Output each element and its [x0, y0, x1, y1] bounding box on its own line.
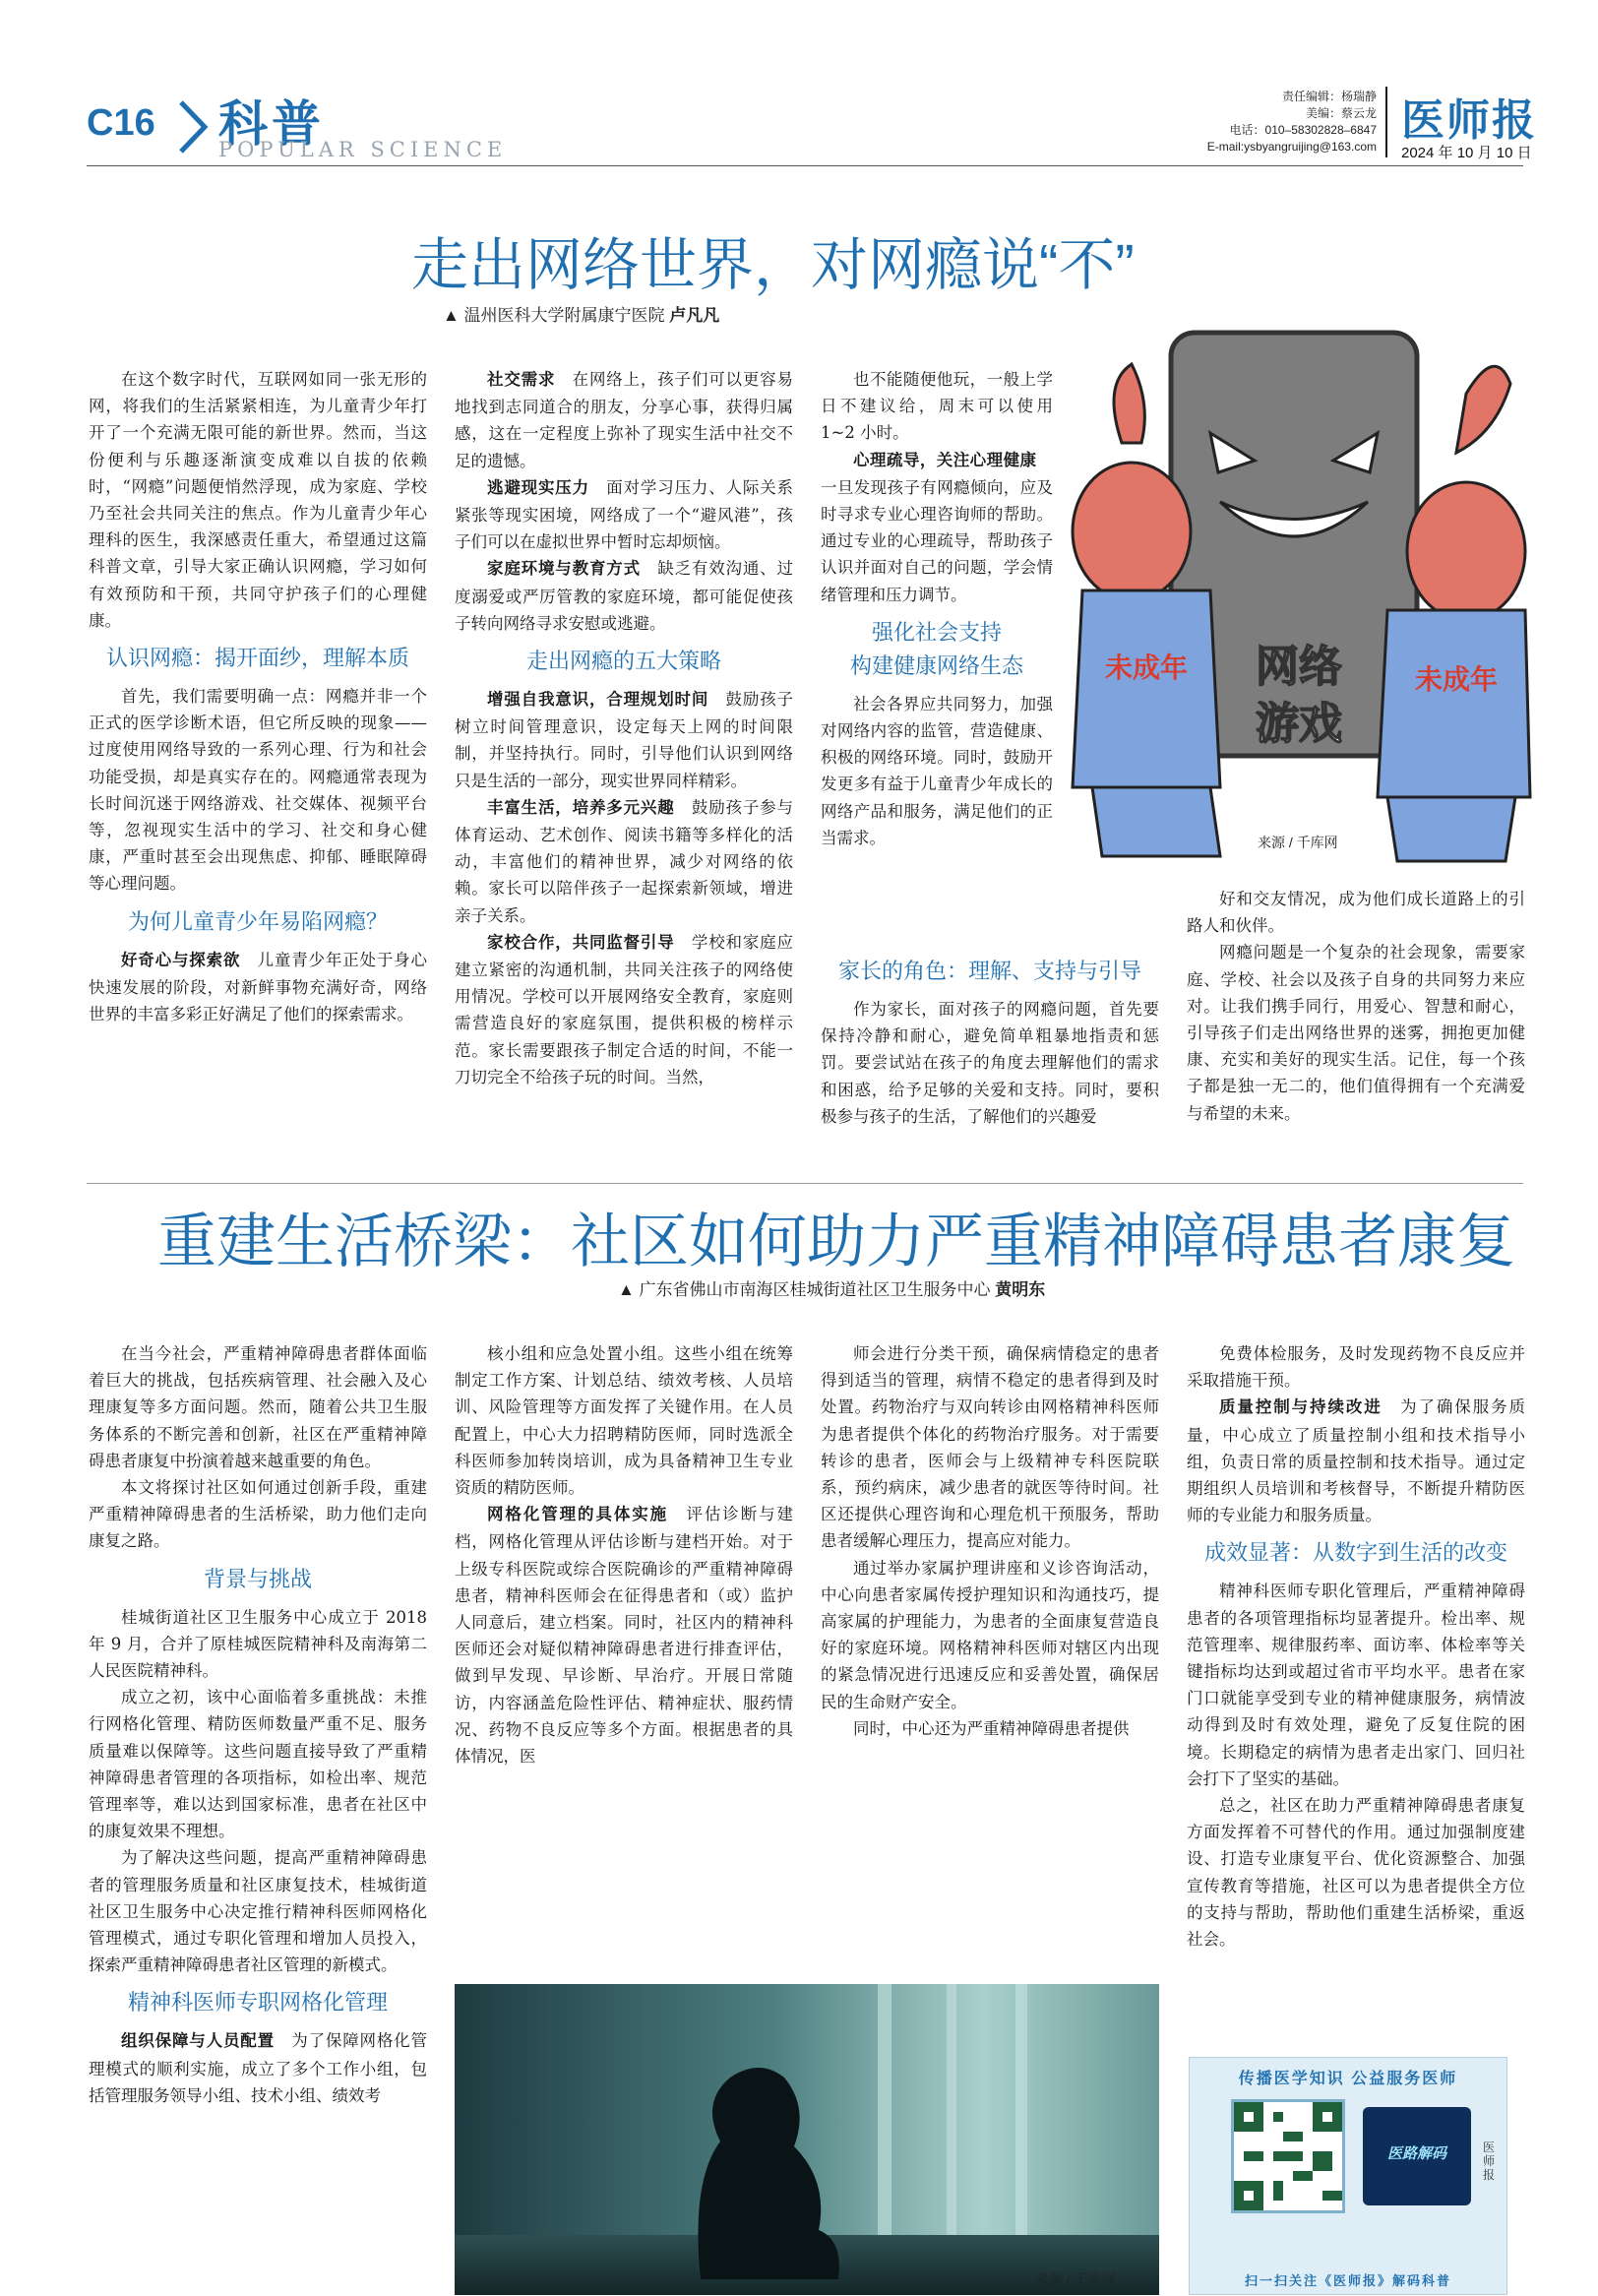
- paragraph: [89, 2027, 427, 2109]
- paragraph: [455, 686, 793, 794]
- child-left-shirt: [1073, 590, 1220, 787]
- reaching-hand-left: [1114, 364, 1144, 443]
- paragraph: 同时，中心还为严重精神障碍患者提供: [853, 1718, 1130, 1738]
- subheading: 认识网瘾：揭开面纱，理解本质: [105, 646, 409, 671]
- child-left-head: [1073, 463, 1191, 600]
- runin-heading: 心理疏导，关注心理健康: [853, 451, 1037, 469]
- paragraph: 也不能随便他玩，一般上学日不建议给，周末可以使用 1~2 小时。: [821, 370, 1053, 443]
- paragraph-text: 为了确保服务质量，中心成立了质量控制小组和技术指导小组，负责日常的质量控制和技术指导。通过定期组织人员培训和考核督导，不断提升精防医师的专业能力和服务质量。: [1187, 1397, 1525, 1525]
- phone-line: 电话：010–58302828–6847: [1229, 123, 1377, 137]
- runin-heading: 质量控制与持续改进: [1219, 1398, 1383, 1417]
- masthead-divider: [1385, 87, 1387, 157]
- email-line: E-mail:ysbyangruijing@163.com: [1206, 140, 1377, 154]
- runin-heading: 逃避现实压力: [487, 478, 589, 497]
- runin-heading: 家校合作，共同监督引导: [487, 933, 675, 952]
- paragraph: 在这个数字时代，互联网如同一张无形的网，将我们的生活紧紧相连，为儿童青少年打开了一个充满无限可能的新世界。然而，当这份便利与乐趣逐渐演变成难以自拔的依赖时，“网瘾”问题便悄然浮现，成为家庭、学校乃至社会共同关注的焦点。作为儿童青少年心理科的医生，我深感责任重大，希望通过这篇科普文章，引导大家正确认识网瘾，学习如何有效预防和干预，共同守护孩子们的心理健康。: [89, 370, 427, 630]
- paragraph: 在当今社会，严重精神障碍患者群体面临着巨大的挑战，包括疾病管理、社会融入及心理康复等多方面问题。然而，随着公共卫生服务体系的不断完善和创新，社区在严重精神障碍患者康复中扮演着越来越重要的角色。: [89, 1344, 427, 1470]
- paragraph-text: 儿童青少年正处于身心快速发展的阶段，对新鲜事物充满好奇，网络世界的丰富多彩正好满足了他们的探索需求。: [89, 950, 428, 1024]
- runin-heading: 好奇心与探索欲: [121, 951, 241, 969]
- editor-info: [1081, 89, 1377, 155]
- screen-text-game: 游戏: [1256, 700, 1342, 748]
- paragraph: 网瘾问题是一个复杂的社会现象，需要家庭、学校、社会以及孩子自身的共同努力来应对。让我们携手同行，用爱心、智慧和耐心，引导孩子们走出网络世界的迷雾，拥抱更加健康、充实和美好的现实生活。记住，每一个孩子都是独一无二的，他们值得拥有一个充满爱与希望的未来。: [1187, 943, 1525, 1123]
- section-subtitle: POPULAR SCIENCE: [218, 138, 508, 161]
- subheading: 为何儿童青少年易陷网瘾？: [127, 908, 388, 934]
- header-divider: [87, 165, 1523, 166]
- subheading: 家长的角色：理解、支持与引导: [837, 959, 1141, 983]
- subheading: 强化社会支持: [871, 619, 1002, 645]
- paragraph: [455, 1501, 793, 1769]
- promo-title: 传播医学知识 公益服务医师: [1238, 2071, 1458, 2087]
- subheading: 成效显著：从数字到生活的改变: [1203, 1540, 1507, 1566]
- paragraph-text: 评估诊断与建档，网格化管理从评估诊断与建档开始。对于上级专科医院或综合医院确诊的严重精神障碍患者，精神科医师会在征得患者和（或）监护人同意后，建立档案。同时，社区内的精神科医师还会对疑似精神障碍患者进行排查评估，做到早发现、早诊断、早治疗。开展日常随访，内容涵盖危险性评估、精神症状、服药情况、药物不良反应等多个方面。根据患者的具体情况，医: [455, 1505, 793, 1767]
- runin-heading: 丰富生活，培养多元兴趣: [487, 798, 675, 817]
- paragraph: [89, 947, 427, 1028]
- reaching-hand-right: [1456, 366, 1510, 453]
- article2-column-4: [1187, 1340, 1525, 1953]
- paragraph: [455, 474, 793, 556]
- article1-byline: [443, 301, 719, 326]
- article2-column-2: [455, 1340, 793, 1769]
- article2-byline-org: ▲ 广东省佛山市南海区桂城街道社区卫生服务中心: [618, 1280, 991, 1299]
- child-right-legs: [1387, 797, 1515, 861]
- promo-footer: 扫一扫关注《医师报》解码科普: [1244, 2273, 1451, 2288]
- page-number: C16: [87, 102, 155, 144]
- paragraph: 成立之初，该中心面临着多重挑战：未推行网格化管理、精防医师数量严重不足、服务质量难以保障等。这些问题直接导致了严重精神障碍患者管理的各项指标，如检出率、规范管理率等，难以达到国家标准，患者在社区中的康复效果不理想。: [89, 1688, 427, 1841]
- label-minor-left: 未成年: [1104, 652, 1189, 683]
- paragraph-text: 鼓励孩子树立时间管理意识，设定每天上网的时间限制，并坚持执行。同时，引导他们认识到网络只是生活的一部分，现实世界同样精彩。: [455, 690, 794, 790]
- article1-column-1: [89, 366, 427, 1027]
- runin-heading: 社交需求: [487, 371, 556, 389]
- sad-woman-photo: [455, 1984, 1159, 2295]
- child-left-legs: [1092, 787, 1220, 856]
- paragraph: 本文将探讨社区如何通过创新手段，重建严重精神障碍患者的生活桥梁，助力他们走向康复之路。: [89, 1478, 427, 1551]
- paragraph: 作为家长，面对孩子的网瘾问题，首先要保持冷静和耐心，避免简单粗暴地指责和惩罚。要尝试站在孩子的角度去理解他们的需求和困惑，给予足够的关爱和支持。同时，要积极参与孩子的生活，了解他们的兴趣爱: [821, 1000, 1159, 1126]
- article1-column-4: [1187, 886, 1525, 1127]
- paragraph-text: 缺乏有效沟通、过度溺爱或严厉管教的家庭环境，都可能促使孩子转向网络寻求安慰或逃避。: [455, 559, 794, 633]
- subheading: 精神科医师专职网格化管理: [127, 1990, 388, 2016]
- article2-byline-author: 黄明东: [995, 1280, 1046, 1299]
- child-right-head: [1407, 482, 1525, 620]
- paragraph: 总之，社区在助力严重精神障碍患者康复方面发挥着不可替代的作用。通过加强制度建设、打造专业康复平台、优化资源整合、加强宣传教育等措施，社区可以为患者提供全方位的支持与帮助，帮助他们重建生活桥梁，重返社会。: [1187, 1796, 1525, 1950]
- chevron-right-icon: [175, 98, 211, 155]
- paragraph: [455, 794, 793, 929]
- paragraph: [821, 447, 1053, 608]
- article2-byline: [618, 1275, 1045, 1300]
- paragraph: 首先，我们需要明确一点：网瘾并非一个正式的医学诊断术语，但它所反映的现象——过度使用网络导致的一系列心理、行为和社会功能受损，却是真实存在的。网瘾通常表现为长时间沉迷于网络游戏、社交媒体、视频平台等，忽视现实生活中的学习、社交和身心健康，严重时甚至会出现焦虑、抑郁、睡眠障碍等心理问题。: [89, 687, 427, 894]
- article1-column-2: [455, 366, 793, 1090]
- runin-heading: 增强自我意识，合理规划时间: [487, 691, 709, 710]
- paragraph: [455, 366, 793, 474]
- runin-heading: 组织保障与人员配置: [121, 2032, 275, 2051]
- paragraph-text: 面对学习压力、人际关系紧张等现实困境，网络成了一个“避风港”，孩子们可以在虚拟世界中暂时忘却烦恼。: [455, 477, 794, 552]
- photo-caption: 来源 / 千库网: [1035, 2271, 1116, 2287]
- paragraph: 社会各界应共同努力，加强对网络内容的监管，营造健康、积极的网络环境。同时，鼓励开发更多有益于儿童青少年成长的网络产品和服务，满足他们的正当需求。: [821, 694, 1053, 847]
- paragraph: [1187, 1394, 1525, 1528]
- paragraph: [455, 555, 793, 637]
- runin-heading: 家庭环境与教育方式: [487, 560, 641, 579]
- paragraph: [455, 929, 793, 1090]
- promo-side-text: 医师报: [1483, 2141, 1496, 2182]
- article2-title: 重建生活桥梁：社区如何助力严重精神障碍患者康复: [157, 1209, 1515, 1274]
- article1-byline-author: 卢凡凡: [669, 306, 720, 325]
- promo-badge-text: 医路解码: [1386, 2145, 1446, 2162]
- article-divider: [87, 1183, 1523, 1184]
- paragraph-text: 一旦发现孩子有网瘾倾向，应及时寻求专业心理咨询师的帮助。通过专业的心理疏导，帮助孩子认识并面对自己的问题，学会情绪管理和压力调节。: [821, 477, 1053, 604]
- article2-column-1: [89, 1340, 427, 2109]
- paragraph: 核小组和应急处置小组。这些小组在统筹制定工作方案、计划总结、绩效考核、人员培训、风险管理等方面发挥了关键作用。在人员配置上，中心大力招聘精防医师，同时选派全科医师参加转岗培训，成为具备精神卫生专业资质的精防医师。: [455, 1344, 793, 1498]
- article2-column-3: [821, 1340, 1159, 1742]
- article1-title: 走出网络世界，对网瘾说“不”: [411, 233, 1135, 297]
- paragraph: 免费体检服务，及时发现药物不良反应并采取措施干预。: [1187, 1344, 1525, 1391]
- subheading: 构建健康网络生态: [849, 652, 1023, 678]
- issue-date: 2024 年 10 月 10 日: [1401, 145, 1532, 161]
- subheading: 走出网瘾的五大策略: [525, 649, 721, 674]
- paragraph-text: 在网络上，孩子们可以更容易地找到志同道合的朋友，分享心事，获得归属感，这在一定程度上弥补了现实生活中社交不足的遗憾。: [455, 370, 794, 470]
- promo-box: [1189, 2057, 1507, 2295]
- internet-addiction-illustration: [1063, 325, 1535, 876]
- article1-column-3-lower: [821, 947, 1159, 1130]
- article1-column-3-upper: [821, 366, 1053, 851]
- paragraph: 桂城街道社区卫生服务中心成立于 2018 年 9 月，合并了原桂城医院精神科及南海第二人民医院精神科。: [89, 1607, 427, 1681]
- paragraph: 精神科医师专职化管理后，严重精神障碍患者的各项管理指标均显著提升。检出率、规范管理率、规律服药率、面访率、体检率等关键指标均达到或超过省市平均水平。患者在家门口就能享受到专业的精神健康服务，病情波动得到及时有效处理，避免了反复住院的困境。长期稳定的病情为患者走出家门、回归社会打下了坚实的基础。: [1187, 1582, 1525, 1788]
- paragraph-text: 为了保障网格化管理模式的顺利实施，成立了多个工作小组，包括管理服务领导小组、技术小组、绩效考: [89, 2031, 428, 2105]
- screen-text-network: 网络: [1256, 643, 1342, 691]
- paragraph-text: 学校和家庭应建立紧密的沟通机制，共同关注孩子的网络使用情况。学校可以开展网络安全教育，家庭则需营造良好的家庭氛围，提供积极的榜样示范。家长需要跟孩子制定合适的时间，不能一刀切完全不给孩子玩的时间。当然，: [455, 932, 794, 1086]
- paragraph: 好和交友情况，成为他们成长道路上的引路人和伙伴。: [1187, 890, 1525, 936]
- designer-line: 美编：蔡云龙: [1305, 106, 1377, 120]
- section-title: 科普: [218, 96, 325, 152]
- qr-code-icon[interactable]: [1231, 2099, 1345, 2213]
- article1-byline-org: ▲ 温州医科大学附属康宁医院: [443, 306, 665, 325]
- paragraph-text: 鼓励孩子参与体育运动、艺术创作、阅读书籍等多样化的活动，丰富他们的精神世界，减少对网络的依赖。家长可以陪伴孩子一起探索新领域，增进亲子关系。: [455, 797, 794, 925]
- runin-heading: 网格化管理的具体实施: [487, 1506, 669, 1524]
- subheading: 背景与挑战: [203, 1566, 312, 1591]
- illustration-caption: 来源 / 千库网: [1258, 835, 1338, 850]
- paragraph: 师会进行分类干预，确保病情稳定的患者得到适当的管理，病情不稳定的患者得到及时处置。药物治疗与双向转诊由网格精神科医师为患者提供个体化的药物治疗服务。对于需要转诊的患者，医师会与上级精神专科医院联系，预约病床，减少患者的就医等待时间。社区还提供心理咨询和心理危机干预服务，帮助患者缓解心理压力，提高应对能力。: [821, 1344, 1159, 1551]
- label-minor-right: 未成年: [1414, 664, 1499, 695]
- masthead-logo: 医师报: [1401, 96, 1537, 145]
- child-right-shirt: [1378, 610, 1530, 797]
- paragraph: 通过举办家属护理讲座和义诊咨询活动，中心向患者家属传授护理知识和沟通技巧，提高家属的护理能力，为患者的全面康复营造良好的家庭环境。网格精神科医师对辖区内出现的紧急情况进行迅速反应和妥善处置，确保居民的生命财产安全。: [821, 1558, 1159, 1711]
- paragraph: 为了解决这些问题，提高严重精神障碍患者的管理服务质量和社区康复技术，桂城街道社区卫生服务中心决定推行精神科医师网格化管理模式，通过专职化管理和增加人员投入，探索严重精神障碍患者社区管理的新模式。: [89, 1848, 427, 1975]
- editor-line: 责任编辑：杨瑞静: [1281, 90, 1377, 103]
